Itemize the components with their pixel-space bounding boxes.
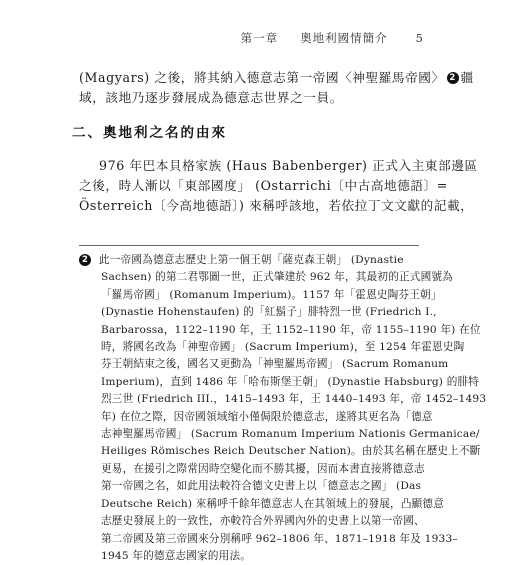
paragraph-text: (Magyars) 之後，將其納入德意志第一帝國〈神聖羅馬帝國〉 — [79, 70, 445, 85]
paragraph-line: 之後，時人漸以「東部國度」 (Ostarrichi〔中古高地德語〕= — [79, 178, 448, 193]
footnote-line: Deutsche Reich) 來稱呼千餘年德意志人在其領域上的發展，凸顯德意 — [101, 497, 445, 510]
footnote-line: 第一帝國之名，如此用法較符合德文史書上以「德意志之國」 (Das — [101, 480, 422, 493]
chapter-number: 第一章 — [240, 31, 279, 45]
footnote-line — [79, 252, 425, 269]
paragraph-line: Österreich〔今高地德語〕) 來稱呼該地，若依拉丁文文獻的記載， — [79, 198, 474, 213]
footnote-line: (Dynastie Hohenstaufen) 的「紅鬍子」腓特烈一世 (Friedrich I., — [101, 306, 437, 319]
footnote-text: 此一帝國為德意志歷史上第一個王朝「薩克森王朝」 (Dynastie — [99, 254, 404, 266]
section-heading: 二、奧地利之名的由來 — [72, 125, 227, 141]
footnote-line: 烈三世 (Friedrich III.，1415–1493 年，王 1440–1493 年，帝 1452–1493 — [101, 393, 487, 406]
footnote-marker: 2 — [79, 254, 91, 266]
footnote-line: 志歷史發展上的一致性，亦較符合外界國內外的史書上以第一帝國、 — [101, 515, 425, 528]
footnote-line: Barbarossa，1122–1190 年，王 1152–1190 年，帝 1155–1190 年) 在位 — [101, 323, 481, 336]
footnote-line: 更易，在援引之際常因時空變化而不勝其擾，因而本書直接將德意志 — [101, 462, 425, 475]
running-header — [241, 30, 424, 46]
paragraph-continued — [79, 68, 474, 108]
footnote-line: Imperium)，直到 1486 年「哈布斯堡王朝」 (Dynastie Habsburg) 的腓特 — [101, 375, 480, 388]
paragraph-line: 域，該地乃逐步發展成為德意志世界之一員。 — [79, 90, 343, 105]
footnote-line: 「羅馬帝國」 (Romanum Imperium)。1157 年「霍恩史陶芬王朝」 — [101, 288, 442, 301]
footnote-divider — [79, 245, 419, 246]
footnote-line: 年) 在位之際，因帝國領域缩小僅侷限於德意志，遂將其更名為「德意 — [101, 410, 433, 423]
paragraph — [79, 156, 478, 216]
footnote-line: 1945 年的德意志國家的用法。 — [101, 549, 252, 562]
footnote-line: 時，將國名改為「神聖帝國」 (Sacrum Imperium)，至 1254 年霍恩史陶 — [101, 341, 465, 354]
footnote-reference-marker[interactable]: 2 — [447, 72, 459, 84]
paragraph-text: 疆 — [460, 70, 474, 85]
footnote-line: 志神聖羅馬帝國」 (Sacrum Romanum Imperium Nationis Germanicae/ — [101, 428, 480, 441]
chapter-title: 奧地利國情簡介 — [300, 31, 388, 45]
footnote-line: Sachsen) 的第二君鄂圖一世，正式肇建於 962 年，其最初的正式國號為 — [101, 271, 453, 284]
footnote-line: 芬王朝結束之後，國名又更動為「神聖羅馬帝國」 (Sacrum Romanum — [101, 358, 449, 371]
footnote-line: 第二帝國及第三帝國來分別稱呼 962–1806 年、1871–1918 年及 1933– — [101, 532, 458, 545]
footnote — [79, 252, 487, 565]
paragraph-line: 976 年巴本貝格家族 (Haus Babenberger) 正式入主東部邊區 — [99, 158, 478, 173]
footnote-line: Heiliges Römisches Reich Deutscher Nation)。由於其名稱在歷史上不斷 — [101, 445, 481, 458]
page-number: 5 — [415, 31, 424, 45]
paragraph-line — [79, 68, 474, 88]
